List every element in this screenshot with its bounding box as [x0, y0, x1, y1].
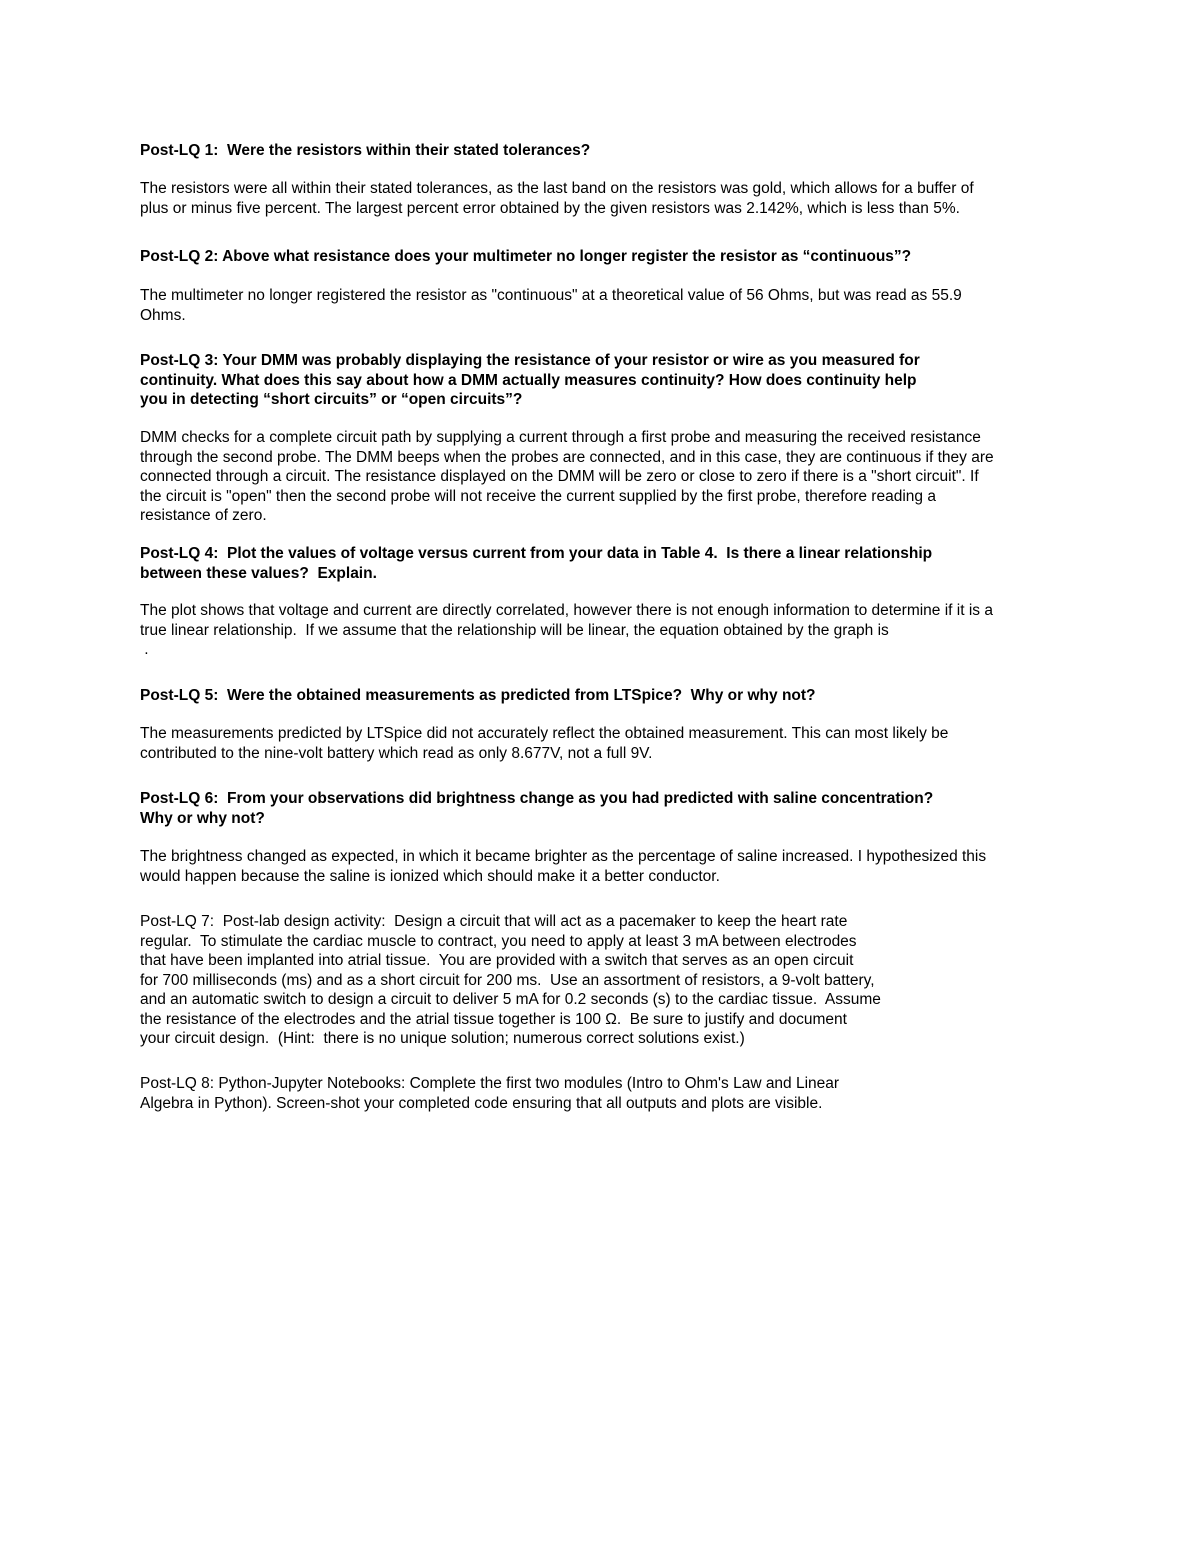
- answer-line: The measurements predicted by LTSpice did not accurately reflect the obtained measurement. This can most likely be: [140, 725, 949, 742]
- question-2: [140, 247, 1020, 267]
- answer-line: plus or minus five percent. The largest percent error obtained by the given resistors was 2.142%, which is less than 5%.: [140, 199, 960, 217]
- question-7: [140, 912, 1065, 1049]
- answer-4: [140, 601, 1065, 660]
- answer-line: true linear relationship. If we assume that the relationship will be linear, the equation obtained by the graph is: [140, 621, 889, 639]
- question-1: [140, 141, 1020, 161]
- answer-line: would happen because the saline is ionized which should make it a better conductor.: [140, 867, 720, 885]
- answer-line: The resistors were all within their stated tolerances, as the last band on the resistors was gold, which allows for a buffer of: [140, 180, 974, 197]
- answer-line: connected through a circuit. The resistance displayed on the DMM will be zero or close to zero if there is a "short circuit". If: [140, 468, 979, 485]
- answer-line: resistance of zero.: [140, 507, 267, 524]
- question-line: Algebra in Python). Screen-shot your completed code ensuring that all outputs and plots are visible.: [140, 1094, 823, 1112]
- question-line: that have been implanted into atrial tissue. You are provided with a switch that serves as an open circuit: [140, 952, 854, 969]
- answer-2: [140, 286, 1065, 325]
- question-line: Post-LQ 1: Were the resistors within their stated tolerances?: [140, 142, 591, 159]
- question-3: [140, 351, 1020, 410]
- question-6: [140, 789, 1020, 828]
- question-line: between these values? Explain.: [140, 564, 377, 582]
- answer-5: [140, 724, 1065, 763]
- question-line: Post-LQ 3: Your DMM was probably displaying the resistance of your resistor or wire as you measured for: [140, 352, 920, 369]
- answer-line: .: [140, 641, 149, 658]
- question-line: Post-LQ 5: Were the obtained measurements as predicted from LTSpice? Why or why not?: [140, 687, 816, 704]
- answer-line: contributed to the nine-volt battery which read as only 8.677V, not a full 9V.: [140, 744, 653, 762]
- answer-3: [140, 428, 1065, 526]
- question-line: continuity. What does this say about how a DMM actually measures continuity? How does continuity help: [140, 371, 917, 389]
- question-line: Post-LQ 2: Above what resistance does your multimeter no longer register the resistor as “continuous”?: [140, 248, 912, 265]
- question-line: you in detecting “short circuits” or “open circuits”?: [140, 391, 523, 408]
- answer-line: The multimeter no longer registered the resistor as "continuous" at a theoretical value of 56 Ohms, but was read as 55.9: [140, 287, 962, 304]
- question-line: Post-LQ 8: Python-Jupyter Notebooks: Complete the first two modules (Intro to Ohm's Law and Linear: [140, 1075, 840, 1092]
- question-line: the resistance of the electrodes and the atrial tissue together is 100 Ω. Be sure to justify and document: [140, 1010, 847, 1028]
- question-4: [140, 544, 1020, 583]
- question-line: regular. To stimulate the cardiac muscle to contract, you need to apply at least 3 mA between electrodes: [140, 932, 857, 950]
- answer-line: The brightness changed as expected, in which it became brighter as the percentage of saline increased. I hypothesized this: [140, 848, 987, 865]
- question-5: [140, 686, 1020, 706]
- question-line: Post-LQ 7: Post-lab design activity: Design a circuit that will act as a pacemaker to keep the heart rate: [140, 913, 848, 930]
- question-line: Post-LQ 6: From your observations did brightness change as you had predicted with saline concentration?: [140, 790, 934, 807]
- question-line: for 700 milliseconds (ms) and as a short circuit for 200 ms. Use an assortment of resistors, a 9-volt battery,: [140, 971, 875, 989]
- answer-line: DMM checks for a complete circuit path by supplying a current through a first probe and measuring the received resistance: [140, 429, 981, 446]
- question-line: and an automatic switch to design a circuit to deliver 5 mA for 0.2 seconds (s) to the cardiac tissue. Assume: [140, 991, 881, 1008]
- answer-6: [140, 847, 1065, 886]
- answer-line: Ohms.: [140, 306, 186, 324]
- answer-1: [140, 179, 1065, 218]
- answer-line: through the second probe. The DMM beeps when the probes are connected, and in this case, they are continuous if they are: [140, 448, 994, 466]
- question-8: [140, 1074, 1065, 1113]
- answer-line: the circuit is "open" then the second probe will not receive the current supplied by the first probe, therefore reading a: [140, 487, 936, 505]
- question-line: Why or why not?: [140, 809, 265, 827]
- answer-line: The plot shows that voltage and current are directly correlated, however there is not enough information to determine if it is a: [140, 602, 993, 619]
- question-line: Post-LQ 4: Plot the values of voltage versus current from your data in Table 4. Is there a linear relationship: [140, 545, 933, 562]
- question-line: your circuit design. (Hint: there is no unique solution; numerous correct solutions exist.): [140, 1030, 745, 1047]
